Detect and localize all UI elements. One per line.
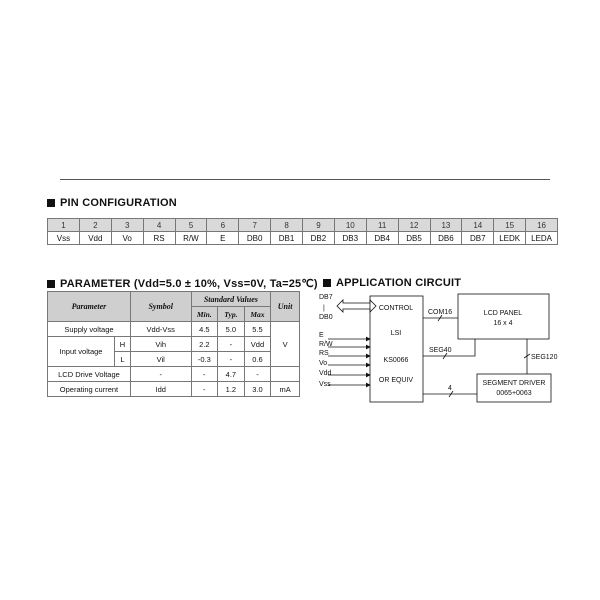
segment-driver-label-1: SEGMENT DRIVER (482, 380, 546, 387)
table-row (48, 337, 300, 352)
pin-number-cell: 9 (303, 219, 335, 232)
symbol-cell: Vdd-Vss (130, 322, 191, 337)
pin-name-cell: RS (143, 232, 175, 245)
pin-name-cell: LEDA (526, 232, 558, 245)
pin-number-cell: 1 (48, 219, 80, 232)
pin-name-cell: DB3 (334, 232, 366, 245)
pin-number-cell: 8 (271, 219, 303, 232)
application-circuit-diagram (315, 288, 565, 418)
typ-cell: - (218, 337, 245, 352)
pin-name-cell: LEDK (494, 232, 526, 245)
vdd-label: Vdd (319, 370, 332, 377)
header-standard-values: Standard Values (191, 292, 271, 307)
level-cell: H (114, 337, 130, 352)
max-cell: 0.6 (244, 352, 271, 367)
max-cell: Vdd (244, 337, 271, 352)
symbol-cell: - (130, 367, 191, 382)
max-cell: - (244, 367, 271, 382)
pin-config-title: PIN CONFIGURATION (47, 197, 177, 209)
pin-name-cell: DB1 (271, 232, 303, 245)
pin-name-cell: DB7 (462, 232, 494, 245)
header-max: Max (244, 307, 271, 322)
header-min: Min. (191, 307, 218, 322)
parameter-title: PARAMETER (Vdd=5.0 ± 10%, Vss=0V, Ta=25℃) (47, 277, 318, 290)
unit-cell: mA (271, 382, 300, 397)
com16-label: COM16 (428, 309, 453, 316)
typ-cell: 4.7 (218, 367, 245, 382)
table-row (48, 367, 300, 382)
param-cell: Supply voltage (48, 322, 131, 337)
table-header-row (48, 292, 300, 307)
segment-driver-box (477, 374, 551, 402)
min-cell: 2.2 (191, 337, 218, 352)
typ-cell: - (218, 352, 245, 367)
min-cell: - (191, 367, 218, 382)
pin-number-cell: 13 (430, 219, 462, 232)
symbol-cell: Idd (130, 382, 191, 397)
db0-label: DB0 (319, 314, 333, 321)
segment-driver-label-2: 0065+0063 (496, 390, 532, 397)
lcd-panel-label-1: LCD PANEL (483, 310, 523, 317)
db7-label: DB7 (319, 294, 333, 301)
rs-label: RS (319, 350, 329, 357)
pin-number-cell: 4 (143, 219, 175, 232)
pin-name-cell: Vss (48, 232, 80, 245)
pin-name-cell: DB4 (366, 232, 398, 245)
header-typ: Typ. (218, 307, 245, 322)
four-label: 4 (448, 385, 452, 392)
pin-name-cell: R/W (175, 232, 207, 245)
pin-name-cell: Vdd (79, 232, 111, 245)
vss-label: Vss (319, 381, 331, 388)
e-label: E (319, 332, 324, 339)
section-bullet-icon (47, 199, 55, 207)
pin-number-cell: 6 (207, 219, 239, 232)
pin-number-cell: 15 (494, 219, 526, 232)
bus-range-mark: | (323, 305, 325, 312)
pin-number-cell: 3 (111, 219, 143, 232)
pin-number-cell: 5 (175, 219, 207, 232)
typ-cell: 5.0 (218, 322, 245, 337)
controller-label-2: LSI (390, 330, 402, 337)
pin-number-cell: 11 (366, 219, 398, 232)
header-rule (60, 179, 550, 180)
controller-label-3: KS0066 (383, 357, 409, 364)
symbol-cell: Vil (130, 352, 191, 367)
seg40-label: SEG40 (429, 347, 452, 354)
section-bullet-icon (323, 279, 331, 287)
header-parameter: Parameter (48, 292, 131, 322)
pin-number-cell: 12 (398, 219, 430, 232)
pin-number-row (48, 219, 558, 232)
header-unit: Unit (271, 292, 300, 322)
vo-label: Vo (319, 360, 328, 367)
header-symbol: Symbol (130, 292, 191, 322)
pin-config-table (47, 218, 558, 245)
pin-name-cell: DB0 (239, 232, 271, 245)
pin-number-cell: 7 (239, 219, 271, 232)
table-row (48, 382, 300, 397)
param-cell: LCD Drive Voltage (48, 367, 131, 382)
typ-cell: 1.2 (218, 382, 245, 397)
pin-number-cell: 16 (526, 219, 558, 232)
pin-name-cell: DB5 (398, 232, 430, 245)
rw-label: R/W (319, 341, 333, 348)
unit-cell: V (271, 322, 300, 367)
section-bullet-icon (47, 280, 55, 288)
controller-label-1: CONTROL (378, 305, 414, 312)
min-cell: - (191, 382, 218, 397)
seg120-label: SEG120 (531, 354, 558, 361)
pin-name-row (48, 232, 558, 245)
param-cell: Input voltage (48, 337, 115, 367)
lcd-panel-label-2: 16 x 4 (493, 320, 513, 327)
symbol-cell: Vih (130, 337, 191, 352)
controller-label-4: OR EQUIV (378, 377, 414, 384)
max-cell: 3.0 (244, 382, 271, 397)
min-cell: -0.3 (191, 352, 218, 367)
pin-number-cell: 10 (334, 219, 366, 232)
application-title: APPLICATION CIRCUIT (323, 277, 461, 289)
level-cell: L (114, 352, 130, 367)
pin-name-cell: DB2 (303, 232, 335, 245)
param-cell: Operating current (48, 382, 131, 397)
pin-name-cell: Vo (111, 232, 143, 245)
pin-name-cell: E (207, 232, 239, 245)
pin-number-cell: 2 (79, 219, 111, 232)
parameter-table (47, 291, 300, 397)
pin-name-cell: DB6 (430, 232, 462, 245)
unit-cell (271, 367, 300, 382)
max-cell: 5.5 (244, 322, 271, 337)
min-cell: 4.5 (191, 322, 218, 337)
table-row (48, 322, 300, 337)
pin-number-cell: 14 (462, 219, 494, 232)
